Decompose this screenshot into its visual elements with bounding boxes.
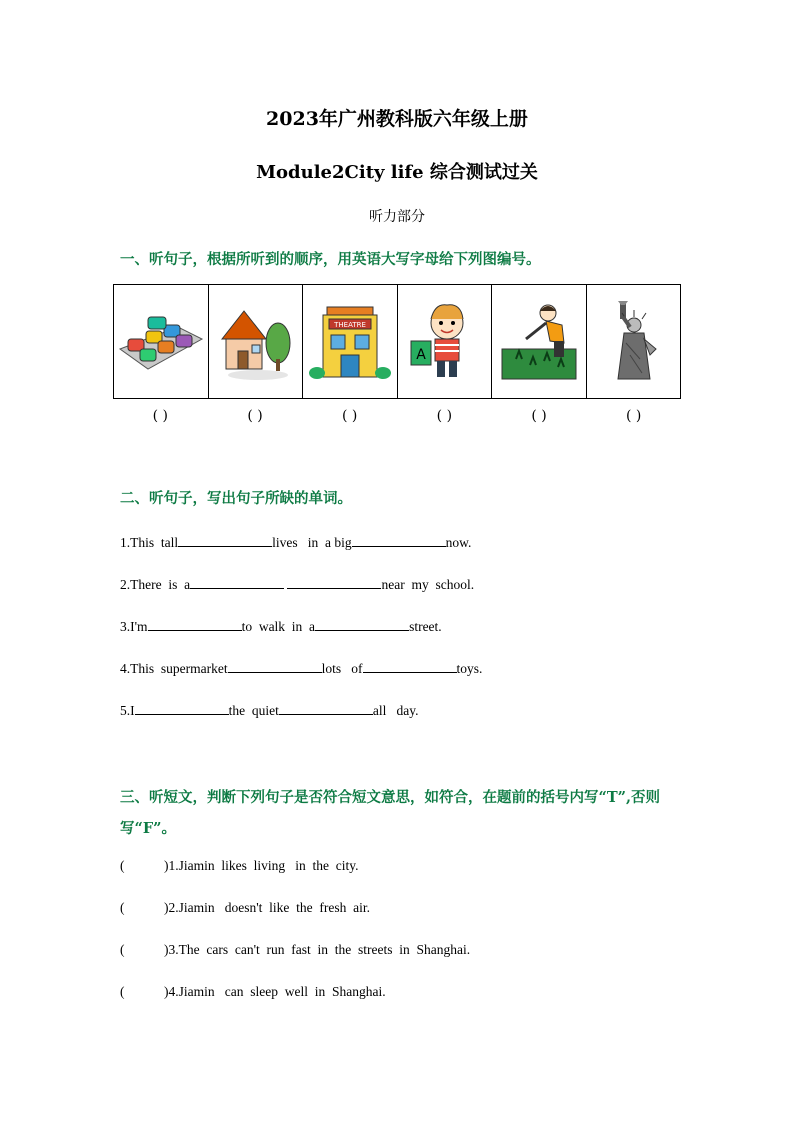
letter-card: A: [416, 346, 427, 363]
section3-heading: 三、听短文，判断下列句子是否符合短文意思，如符合，在题前的括号内写“T”,否则写“F”。: [120, 789, 661, 837]
theatre-sign: THEATRE: [333, 320, 366, 329]
fill-sentence-1: 1.This tall lives in a big now.: [120, 535, 472, 550]
blank[interactable]: [352, 534, 446, 547]
blank[interactable]: [148, 618, 242, 631]
answer-bracket[interactable]: ( ): [436, 408, 453, 424]
blank[interactable]: [287, 576, 381, 589]
blank[interactable]: [190, 576, 284, 589]
blank[interactable]: [228, 660, 322, 673]
blank[interactable]: [135, 702, 229, 715]
statue-of-liberty-icon: [590, 299, 676, 385]
fill-sentence-2: 2.There is a near my school.: [120, 577, 475, 592]
page-subtitle: Module2City life 综合测试过关: [256, 162, 538, 183]
answer-paren[interactable]: (: [120, 984, 125, 999]
part-label: 听力部分: [369, 209, 425, 225]
answer-paren[interactable]: (: [120, 858, 125, 873]
answer-bracket[interactable]: ( ): [626, 408, 642, 424]
picture-table: [113, 284, 681, 399]
answer-brackets: [113, 408, 681, 424]
boy-icon: [401, 299, 487, 385]
answer-bracket[interactable]: ( ): [531, 408, 547, 424]
picture-cell-4: [398, 285, 493, 398]
judge-item-4: ( )4.Jiamin can sleep well in Shanghai.: [120, 984, 386, 999]
judge-item-1: ( )1.Jiamin likes living in the city.: [120, 858, 359, 873]
traffic-jam-icon: [118, 299, 204, 385]
picture-cell-3: [303, 285, 398, 398]
fill-sentence-4: 4.This supermarket lots of toys.: [120, 661, 483, 676]
answer-paren[interactable]: (: [120, 942, 125, 957]
answer-bracket[interactable]: ( ): [152, 408, 169, 424]
page-title: 2023年广州教科版六年级上册: [266, 108, 528, 130]
picture-cell-5: [492, 285, 587, 398]
house-icon: [212, 299, 298, 385]
section1-heading: 一、听句子，根据所听到的顺序，用英语大写字母给下列图编号。: [120, 251, 541, 268]
theatre-icon: [307, 299, 393, 385]
fill-sentence-5: 5.I the quiet all day.: [120, 703, 419, 718]
blank[interactable]: [279, 702, 373, 715]
fill-sentence-3: 3.I'm to walk in a street.: [120, 619, 442, 634]
judge-item-2: ( )2.Jiamin doesn't like the fresh air.: [120, 900, 371, 915]
picture-cell-1: [114, 285, 209, 398]
answer-paren[interactable]: (: [120, 900, 125, 915]
picture-cell-2: [209, 285, 304, 398]
blank[interactable]: [315, 618, 409, 631]
gardener-icon: [496, 299, 582, 385]
picture-cell-6: [587, 285, 681, 398]
blank[interactable]: [178, 534, 272, 547]
section2-heading: 二、听句子，写出句子所缺的单词。: [120, 490, 352, 507]
answer-bracket[interactable]: ( ): [247, 408, 263, 424]
answer-bracket[interactable]: ( ): [341, 408, 358, 424]
blank[interactable]: [363, 660, 457, 673]
judge-item-3: ( )3.The cars can't run fast in the streets in Shanghai.: [120, 942, 471, 957]
